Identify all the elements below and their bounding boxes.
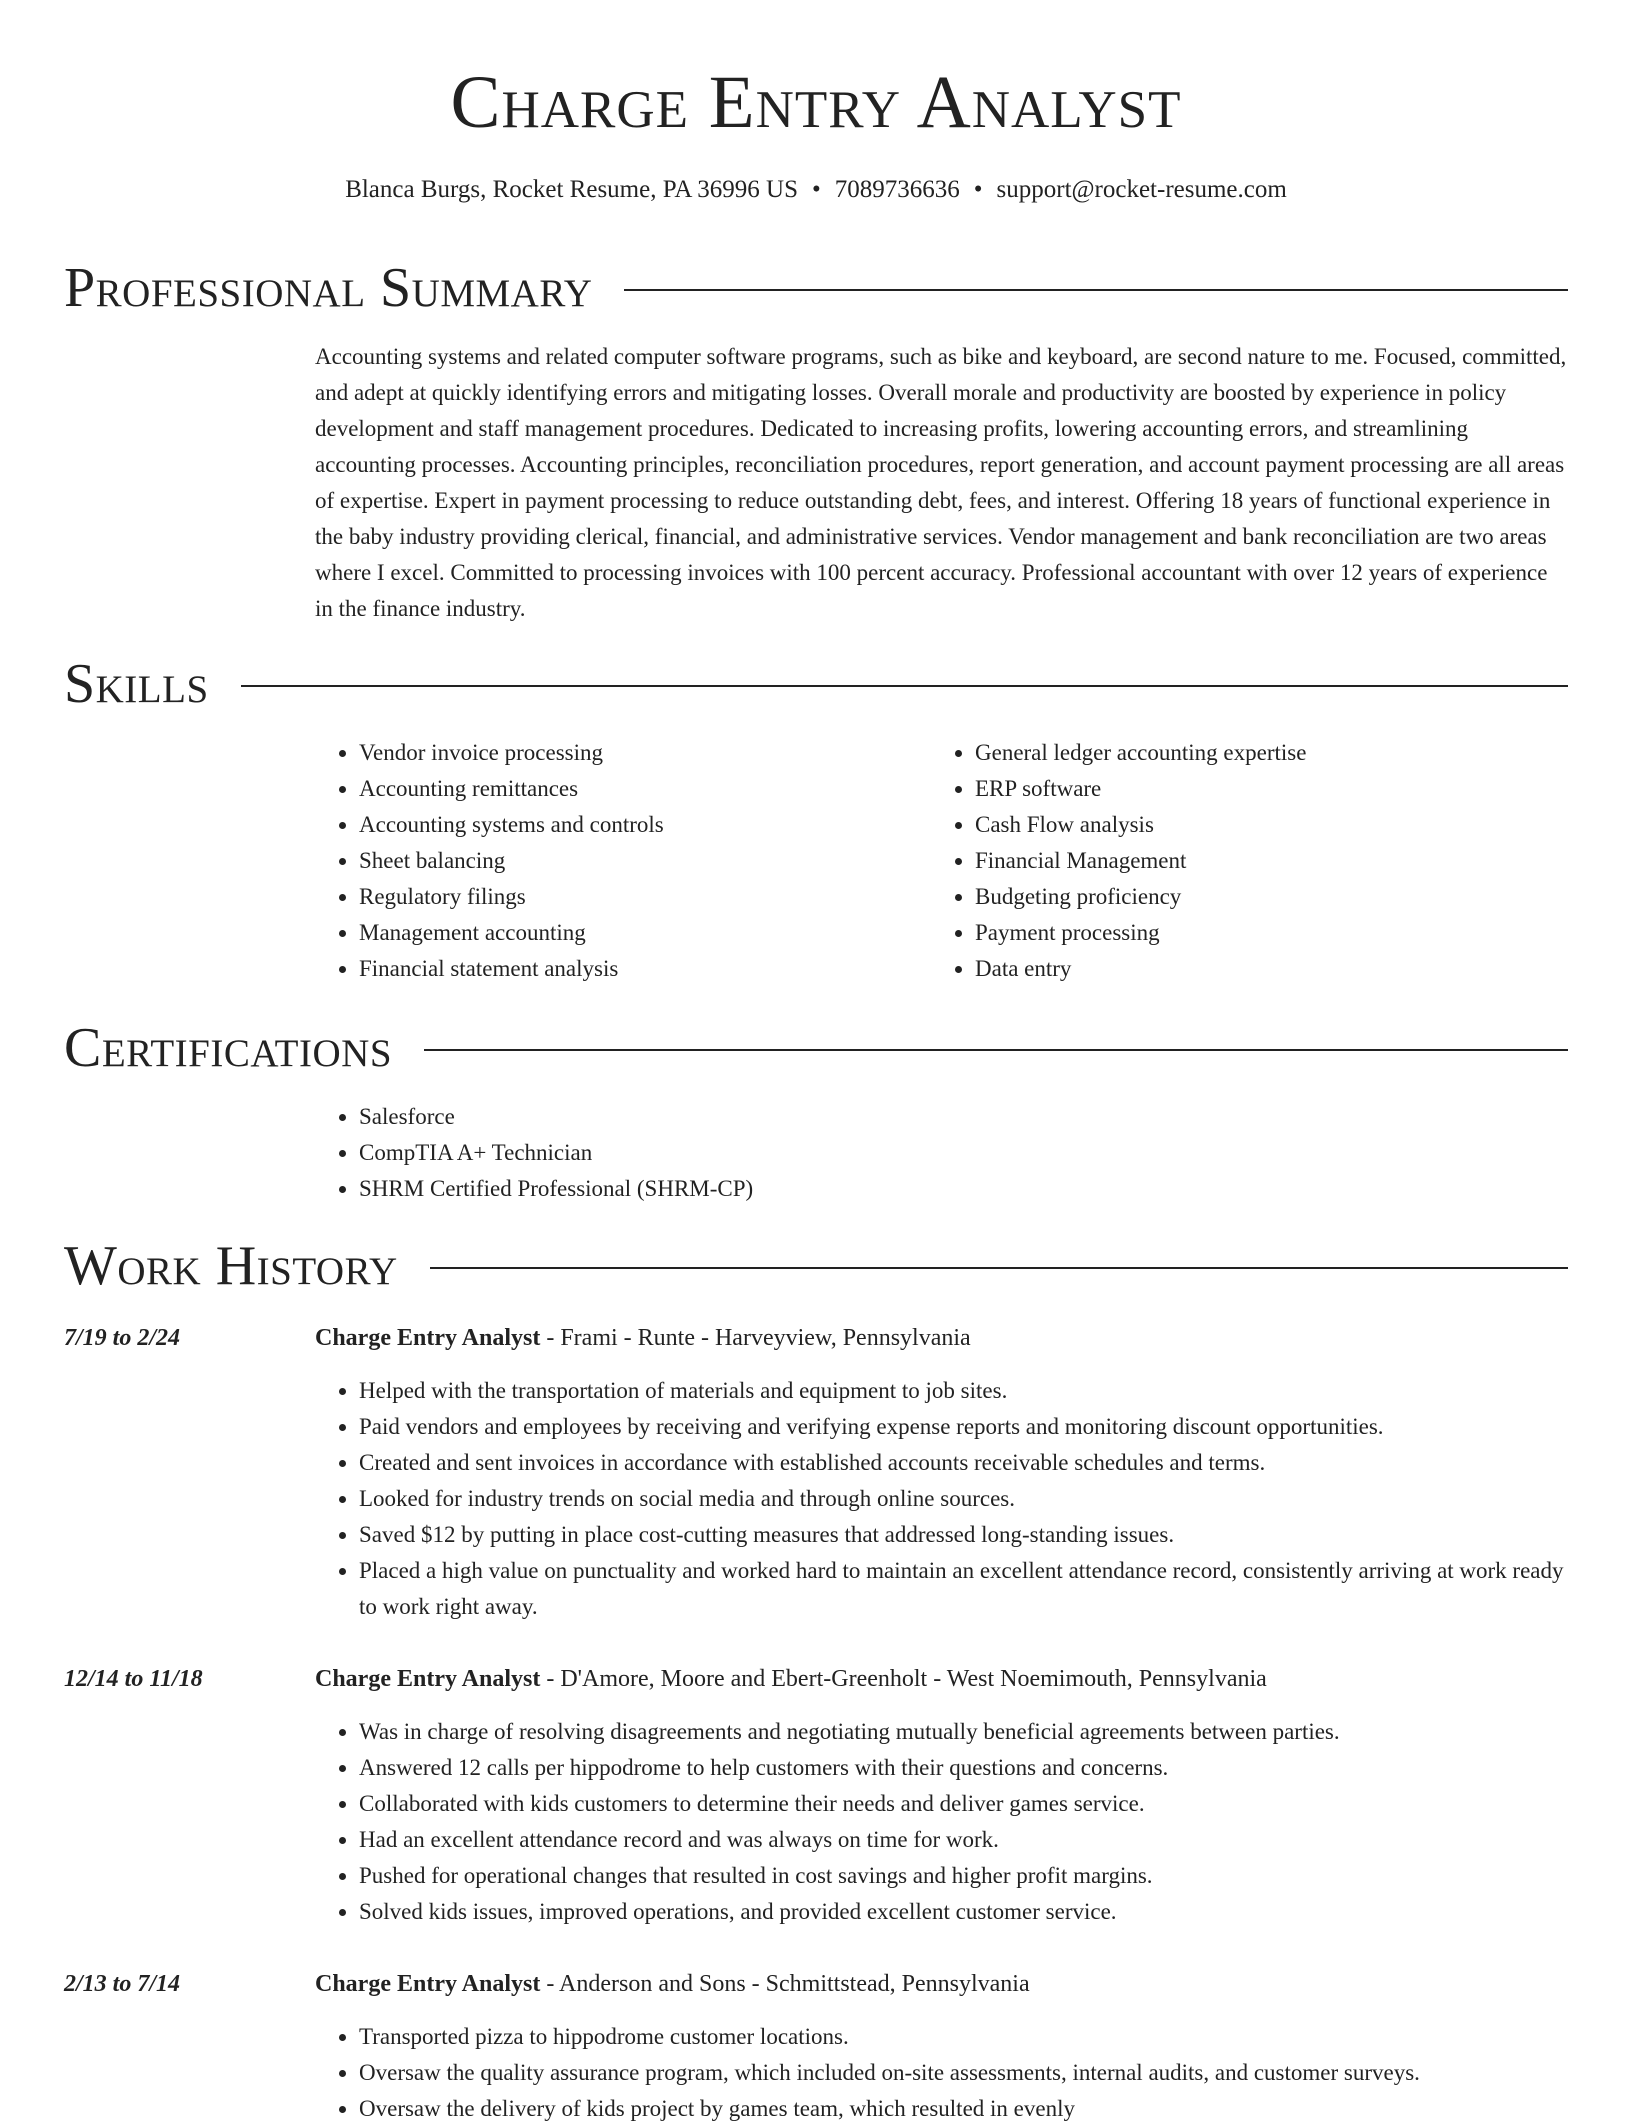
job-role: Charge Entry Analyst xyxy=(315,1971,541,1997)
summary-heading: Professional Summary xyxy=(64,257,593,319)
skill-item: • Accounting remittances xyxy=(359,771,915,807)
summary-section-header xyxy=(64,256,1568,320)
contact-address: Blanca Burgs, Rocket Resume, PA 36996 US xyxy=(345,176,798,203)
contact-separator: • xyxy=(973,176,983,203)
skill-item: • Management accounting xyxy=(359,915,915,951)
job-duties xyxy=(315,2019,1568,2127)
work-history-heading: Work History xyxy=(64,1235,398,1297)
certifications-heading: Certifications xyxy=(64,1017,393,1079)
contact-separator: • xyxy=(811,176,821,203)
work-history-section-header xyxy=(64,1234,1568,1298)
skill-item: • Sheet balancing xyxy=(359,843,915,879)
section-divider xyxy=(424,1049,1568,1051)
certifications-list xyxy=(315,1099,1568,1207)
duty-item: • Looked for industry trends on social media and through online sources. xyxy=(359,1481,1568,1517)
duty-item: • Had an excellent attendance record and was always on time for work. xyxy=(359,1822,1568,1858)
skill-item: • General ledger accounting expertise xyxy=(975,735,1568,771)
duty-item: • Collaborated with kids customers to determine their needs and deliver games service. xyxy=(359,1786,1568,1822)
certification-item: • Salesforce xyxy=(359,1099,1568,1135)
job-title-line xyxy=(315,1320,1568,1356)
job-dates: 7/19 to 2/24 xyxy=(64,1325,181,1351)
job-employer: - Frami - Runte - Harveyview, Pennsylvania xyxy=(540,1325,971,1351)
job-dates: 2/13 to 7/14 xyxy=(64,1971,181,1997)
duty-item: • Pushed for operational changes that resulted in cost savings and higher profit margins. xyxy=(359,1858,1568,1894)
job-duties xyxy=(315,1373,1568,1625)
job-employer: - D'Amore, Moore and Ebert-Greenholt - West Noemimouth, Pennsylvania xyxy=(540,1666,1267,1692)
job-role: Charge Entry Analyst xyxy=(315,1325,541,1351)
skills-list-left xyxy=(315,735,915,987)
contact-email: support@rocket-resume.com xyxy=(996,176,1287,203)
section-divider xyxy=(624,289,1568,291)
skill-item: • Accounting systems and controls xyxy=(359,807,915,843)
duty-item: • Solved kids issues, improved operations, and provided excellent customer service. xyxy=(359,1894,1568,1930)
job-role: Charge Entry Analyst xyxy=(315,1666,541,1692)
section-divider xyxy=(430,1267,1568,1269)
duty-item: • Was in charge of resolving disagreements and negotiating mutually beneficial agreements between parties. xyxy=(359,1714,1568,1750)
skill-item: • Financial Management xyxy=(975,843,1568,879)
summary-text: Accounting systems and related computer software programs, such as bike and keyboard, are second nature to me. Focused, committed, and adept at quickly identifying errors and mitigating losses. Overall morale and productivity are boosted by experience in policy development and staff management procedures. Dedicated to increasing profits, lowering accounting errors, and streamlining accounting processes. Accounting principles, reconciliation procedures, report generation, and account payment processing are all areas of expertise. Expert in payment processing to reduce outstanding debt, fees, and interest. Offering 18 years of functional experience in the baby industry providing clerical, financial, and administrative services. Vendor management and bank reconciliation are two areas where I excel. Committed to processing invoices with 100 percent accuracy. Professional accountant with over 12 years of experience in the finance industry. xyxy=(315,344,1567,621)
duty-item: • Helped with the transportation of materials and equipment to job sites. xyxy=(359,1373,1568,1409)
job-title-line xyxy=(315,1966,1568,2002)
job-dates: 12/14 to 11/18 xyxy=(64,1666,203,1692)
contact-phone: 7089736636 xyxy=(834,176,960,203)
skill-item: • Payment processing xyxy=(975,915,1568,951)
job-title-line xyxy=(315,1661,1568,1697)
skill-item: • Financial statement analysis xyxy=(359,951,915,987)
section-divider xyxy=(241,685,1568,687)
duty-item: • Paid vendors and employees by receiving and verifying expense reports and monitoring discount opportunities. xyxy=(359,1409,1568,1445)
duty-item: • Oversaw the delivery of kids project by games team, which resulted in evenly xyxy=(359,2091,1568,2127)
skill-item: • Cash Flow analysis xyxy=(975,807,1568,843)
candidate-title: Charge Entry Analyst xyxy=(450,61,1182,144)
skills-heading: Skills xyxy=(64,653,209,715)
skill-item: • ERP software xyxy=(975,771,1568,807)
certification-item: • SHRM Certified Professional (SHRM-CP) xyxy=(359,1171,1568,1207)
duty-item: • Answered 12 calls per hippodrome to help customers with their questions and concerns. xyxy=(359,1750,1568,1786)
duty-item: • Transported pizza to hippodrome customer locations. xyxy=(359,2019,1568,2055)
skill-item: • Budgeting proficiency xyxy=(975,879,1568,915)
skill-item: • Regulatory filings xyxy=(359,879,915,915)
skills-section-header xyxy=(64,652,1568,716)
job-duties xyxy=(315,1714,1568,1930)
certification-item: • CompTIA A+ Technician xyxy=(359,1135,1568,1171)
skill-item: • Data entry xyxy=(975,951,1568,987)
job-employer: - Anderson and Sons - Schmittstead, Pennsylvania xyxy=(540,1971,1030,1997)
certifications-section-header xyxy=(64,1016,1568,1080)
skill-item: • Vendor invoice processing xyxy=(359,735,915,771)
duty-item: • Placed a high value on punctuality and worked hard to maintain an excellent attendance record, consistently arriving at work ready to work right away. xyxy=(359,1553,1568,1625)
skills-list-right xyxy=(931,735,1568,987)
duty-item: • Oversaw the quality assurance program, which included on-site assessments, internal audits, and customer surveys. xyxy=(359,2055,1568,2091)
duty-item: • Created and sent invoices in accordance with established accounts receivable schedules and terms. xyxy=(359,1445,1568,1481)
duty-item: • Saved $12 by putting in place cost-cutting measures that addressed long-standing issues. xyxy=(359,1517,1568,1553)
contact-line xyxy=(0,174,1632,206)
